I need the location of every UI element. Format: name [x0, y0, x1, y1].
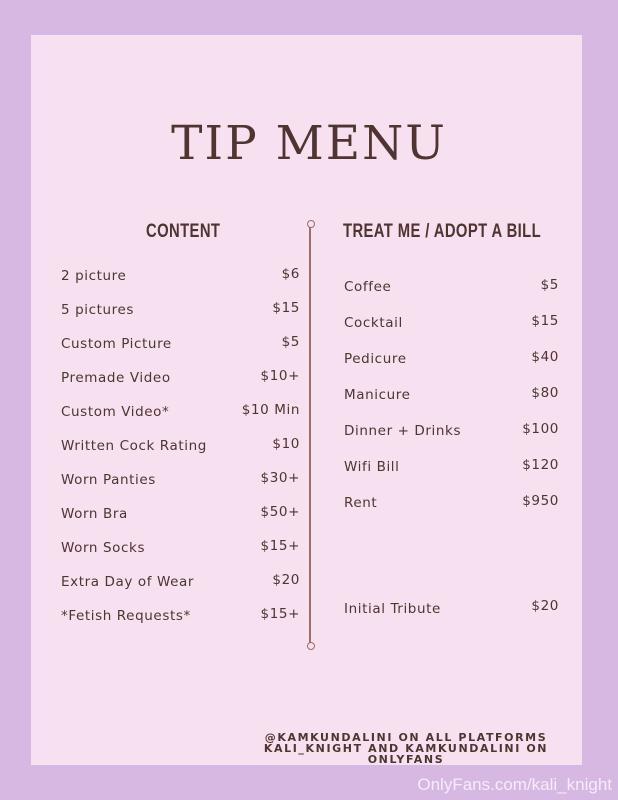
menu-item-name: 2 picture — [61, 268, 127, 284]
menu-item-name: 5 pictures — [61, 302, 135, 318]
menu-item-price: $15+ — [260, 538, 300, 554]
menu-item-price: $40 — [531, 349, 559, 365]
footer-line-1: @KAMKUNDALINI ON ALL PLATFORMS — [264, 731, 548, 744]
tribute-price: $20 — [531, 598, 559, 614]
menu-item-price: $15+ — [260, 606, 300, 622]
menu-item-price: $30+ — [260, 470, 300, 486]
watermark: OnlyFans.com/kali_knight — [417, 775, 612, 794]
content-heading: CONTENT — [146, 221, 221, 242]
menu-item-name: Coffee — [344, 279, 392, 295]
menu-item-name: Dinner + Drinks — [344, 423, 462, 439]
menu-item-price: $100 — [522, 421, 559, 437]
menu-item-name: Worn Bra — [61, 506, 128, 522]
menu-item-price: $5 — [540, 277, 559, 293]
menu-item-price: $80 — [531, 385, 559, 401]
footer-line-3: ONLYFANS — [367, 753, 445, 766]
menu-item-name: Worn Panties — [61, 472, 156, 488]
footer-line-2: KALI_KNIGHT AND KAMKUNDALINI ON — [263, 742, 549, 755]
menu-item-price: $20 — [272, 572, 300, 588]
divider-top-dot — [307, 220, 315, 228]
menu-item-name: *Fetish Requests* — [61, 608, 191, 624]
menu-item-name: Written Cock Rating — [61, 438, 207, 454]
treat-heading: TREAT ME / ADOPT A BILL — [343, 221, 542, 242]
menu-item-price: $6 — [281, 266, 300, 282]
footer — [236, 732, 576, 765]
menu-item-name: Cocktail — [344, 315, 403, 331]
menu-item-name: Rent — [344, 495, 378, 511]
menu-item-name: Extra Day of Wear — [61, 574, 195, 590]
menu-item-price: $120 — [522, 457, 559, 473]
menu-item-price: $950 — [522, 493, 559, 509]
page-title: TIP MENU — [171, 116, 447, 171]
menu-item-price: $10 — [272, 436, 300, 452]
divider-bottom-dot — [307, 642, 315, 650]
menu-item-price: $50+ — [260, 504, 300, 520]
menu-item-name: Custom Video* — [61, 404, 170, 420]
menu-item-price: $5 — [281, 334, 300, 350]
menu-item-name: Pedicure — [344, 351, 407, 367]
tribute-name: Initial Tribute — [344, 601, 441, 617]
menu-item-name: Premade Video — [61, 370, 171, 386]
menu-item-name: Manicure — [344, 387, 411, 403]
column-divider — [309, 226, 311, 646]
menu-item-name: Worn Socks — [61, 540, 146, 556]
menu-item-price: $10+ — [260, 368, 300, 384]
menu-item-name: Custom Picture — [61, 336, 172, 352]
menu-item-price: $15 — [272, 300, 300, 316]
menu-item-price: $15 — [531, 313, 559, 329]
menu-item-name: Wifi Bill — [344, 459, 400, 475]
menu-item-price: $10 Min — [241, 402, 300, 418]
